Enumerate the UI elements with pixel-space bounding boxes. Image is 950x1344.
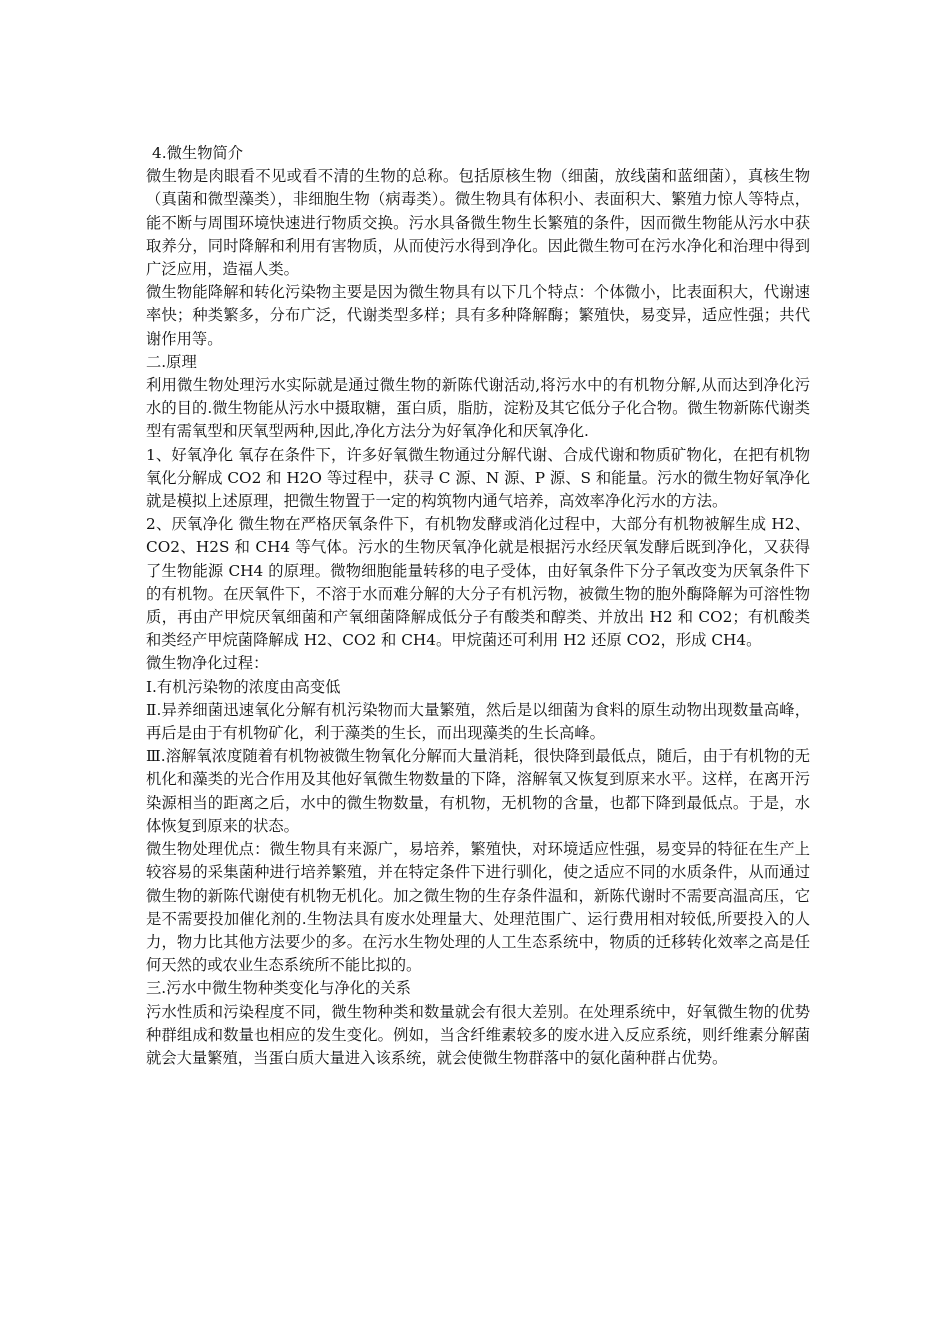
- principle-paragraph: 利用微生物处理污水实际就是通过微生物的新陈代谢活动,将污水中的有机物分解,从而达到净化污水的目的.微生物能从污水中摄取糖，蛋白质，脂肪，淀粉及其它低分子化合物。微生物新陈代谢类型有需氧型和厌氧型两种,因此,净化方法分为好氧净化和厌氧净化.: [146, 376, 810, 441]
- document-page: [146, 142, 810, 1070]
- process-step-1: Ⅰ.有机污染物的浓度由高变低: [146, 677, 341, 696]
- process-title: 微生物净化过程：: [146, 654, 269, 673]
- intro-paragraph-2: 微生物能降解和转化污染物主要是因为微生物具有以下几个特点：个体微小，比表面积大，代谢速率快；种类繁多，分布广泛，代谢类型多样；具有多种降解酶；繁殖快，易变异，适应性强；共代谢作用等。: [146, 283, 810, 348]
- intro-paragraph-1: 微生物是肉眼看不见或看不清的生物的总称。包括原核生物（细菌，放线菌和蓝细菌），真核生物（真菌和微型藻类），非细胞生物（病毒类）。微生物具有体积小、表面积大、繁殖力惊人等特点，能不断与周围环境快速进行物质交换。污水具备微生物生长繁殖的条件，因而微生物能从污水中获取养分，同时降解和利用有害物质，从而使污水得到净化。因此微生物可在污水净化和治理中得到广泛应用，造福人类。: [146, 167, 810, 279]
- advantage-paragraph: 微生物处理优点：微生物具有来源广，易培养，繁殖快，对环境适应性强，易变异的特征在生产上较容易的采集菌种进行培养繁殖，并在特定条件下进行驯化，使之适应不同的水质条件，从而通过微生物的新陈代谢使有机物无机化。加之微生物的生存条件温和，新陈代谢时不需要高温高压，它是不需要投加催化剂的.生物法具有废水处理量大、处理范围广、运行费用相对较低,所要投入的人力，物力比其他方法要少的多。在污水生物处理的人工生态系统中，物质的迁移转化效率之高是任何天然的或农业生态系统所不能比拟的。: [146, 840, 810, 975]
- relation-paragraph: 污水性质和污染程度不同，微生物种类和数量就会有很大差别。在处理系统中，好氧微生物的优势种群组成和数量也相应的发生变化。例如，当含纤维素较多的废水进入反应系统，则纤维素分解菌就会大量繁殖，当蛋白质大量进入该系统，就会使微生物群落中的氨化菌种群占优势。: [146, 1002, 810, 1067]
- aerobic-paragraph: 1、好氧净化 氧存在条件下，许多好氧微生物通过分解代谢、合成代谢和物质矿物化，在把有机物氧化分解成 CO2 和 H2O 等过程中，获寻 C 源、N 源、P 源、S 和能量。污水的微生物好氧净化就是模拟上述原理，把微生物置于一定的构筑物内通气培养，高效率净化污水的方法。: [146, 445, 811, 511]
- relation-title: 三.污水中微生物种类变化与净化的关系: [146, 979, 411, 998]
- principle-title: 二.原理: [146, 352, 197, 371]
- anaerobic-paragraph: 2、厌氧净化 微生物在严格厌氧条件下，有机物发酵或消化过程中，大部分有机物被解生成 H2、CO2、H2S 和 CH4 等气体。污水的生物厌氧净化就是根据污水经厌氧发酵后既到净化，又获得了生物能源 CH4 的原理。微物细胞能量转移的电子受体，由好氧条件下分子氧改变为厌氧条件下的有机物。在厌氧件下，不溶于水而难分解的大分子有机污物，被微生物的胞外酶降解为可溶性物质，再由产甲烷厌氧细菌和产氧细菌降解成低分子有酸类和醇类、并放出 H2 和 CO2；有机酸类和类经产甲烷菌降解成 H2、CO2 和 CH4。甲烷菌还可利用 H2 还原 CO2，形成 CH4。: [146, 515, 810, 650]
- process-step-2: Ⅱ.异养细菌迅速氧化分解有机污染物而大量繁殖，然后是以细菌为食料的原生动物出现数量高峰，再后是由于有机物矿化，利于藻类的生长，而出现藻类的生长高峰。: [146, 700, 810, 743]
- process-step-3: Ⅲ.溶解氧浓度随着有机物被微生物氧化分解而大量消耗，很快降到最低点，随后，由于有机物的无机化和藻类的光合作用及其他好氧微生物数量的下降，溶解氧又恢复到原来水平。这样，在离开污染源相当的距离之后，水中的微生物数量，有机物，无机物的含量，也都下降到最低点。于是，水体恢复到原来的状态。: [146, 747, 810, 835]
- section-title: 4.微生物简介: [152, 144, 244, 162]
